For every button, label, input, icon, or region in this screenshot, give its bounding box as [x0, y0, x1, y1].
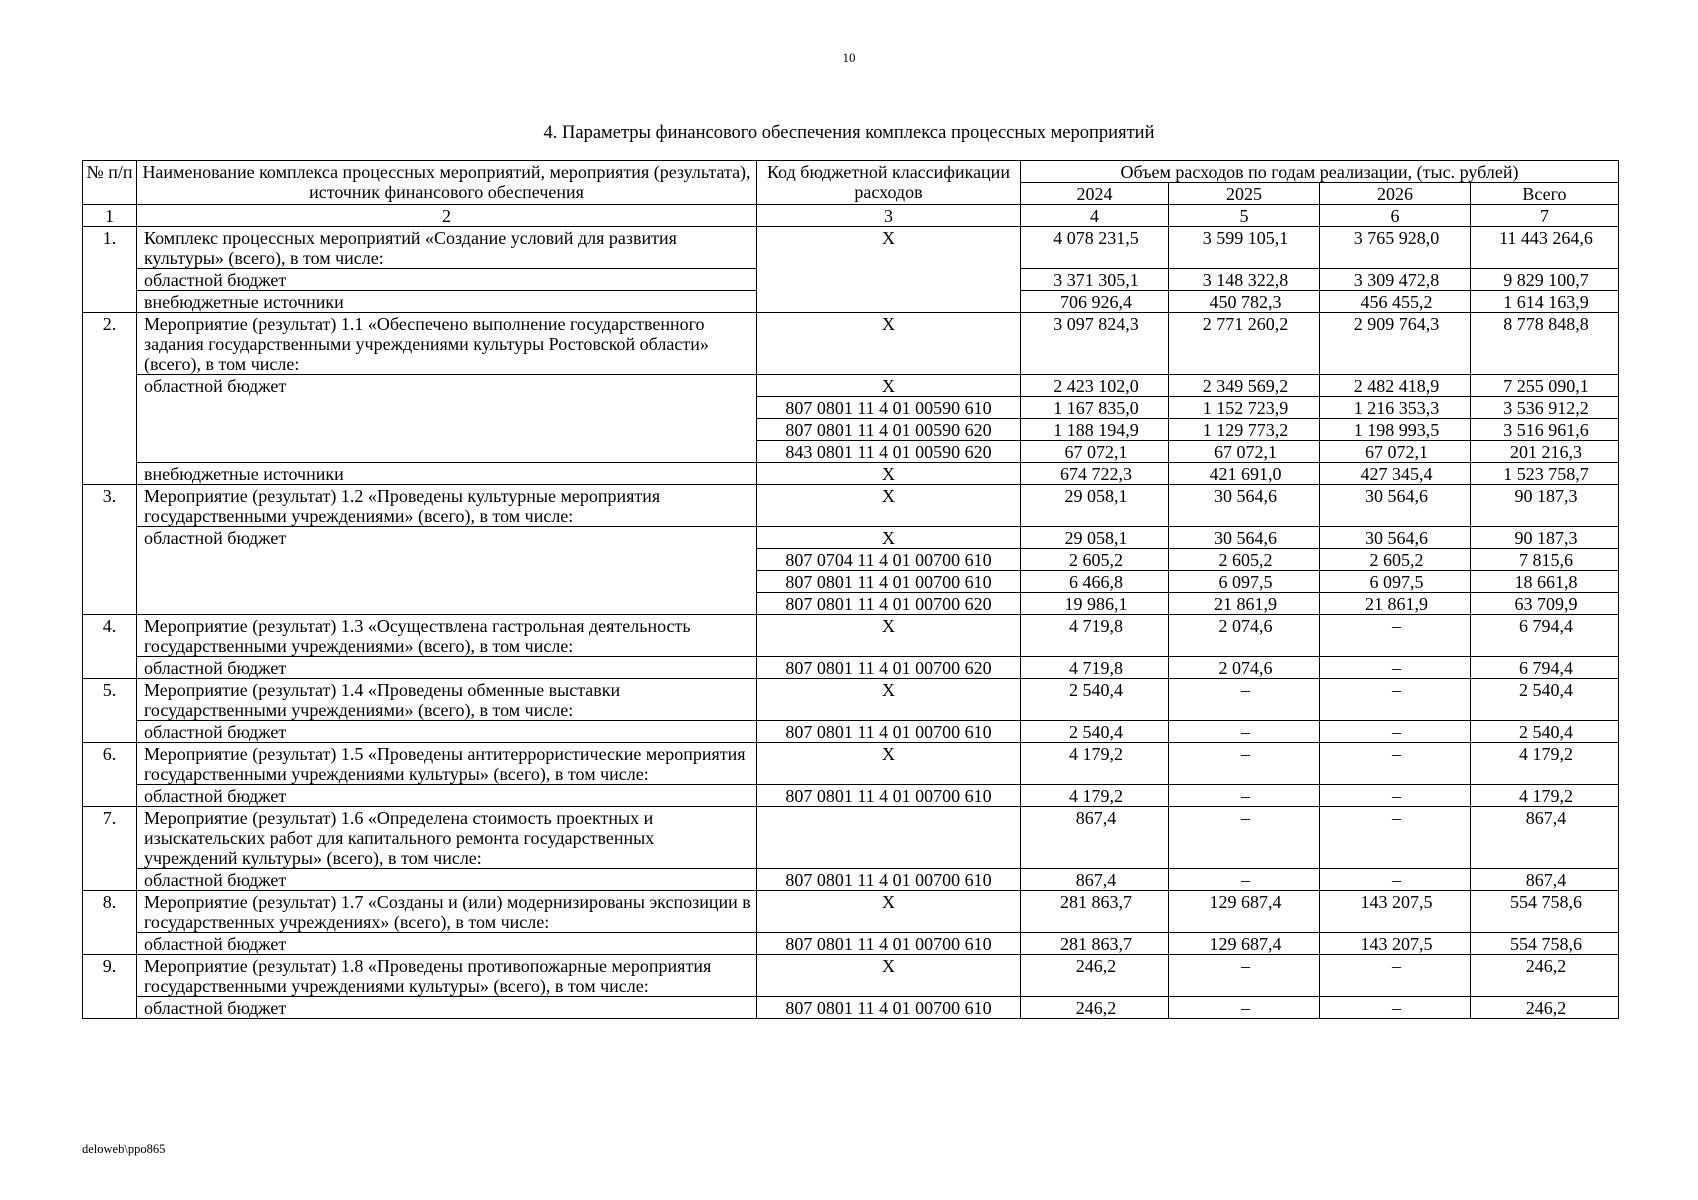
value-2026: 2 605,2 [1320, 549, 1471, 571]
table-row [83, 527, 1619, 549]
value-2026: – [1320, 679, 1471, 721]
row-number: 7. [83, 807, 137, 891]
value-2024: 6 466,8 [1021, 571, 1169, 593]
value-2024: 246,2 [1021, 955, 1169, 997]
budget-code: X [757, 375, 1021, 397]
value-2026: 67 072,1 [1320, 441, 1471, 463]
funding-source: областной бюджет [137, 527, 757, 615]
activity-name: Мероприятие (результат) 1.5 «Проведены антитеррористические мероприятия государственными учреждениями культуры» (всего), в том числе: [137, 743, 757, 785]
budget-code: X [757, 615, 1021, 657]
value-total: 9 829 100,7 [1471, 269, 1619, 291]
value-2024: 29 058,1 [1021, 527, 1169, 549]
value-2026: 2 482 418,9 [1320, 375, 1471, 397]
budget-code: X [757, 743, 1021, 785]
budget-code: 807 0801 11 4 01 00700 620 [757, 657, 1021, 679]
table-row [83, 375, 1619, 397]
activity-name: Мероприятие (результат) 1.1 «Обеспечено выполнение государственного задания государственными учреждениями культуры Ростовской области» (всего), в том числе: [137, 313, 757, 375]
column-number: 2 [137, 205, 757, 227]
row-number: 5. [83, 679, 137, 743]
table-row [83, 679, 1619, 721]
activity-name: Мероприятие (результат) 1.7 «Созданы и (или) модернизированы экспозиции в государственных учреждениях» (всего), в том числе: [137, 891, 757, 933]
value-total: 1 614 163,9 [1471, 291, 1619, 313]
budget-code: 807 0801 11 4 01 00700 610 [757, 721, 1021, 743]
value-2025: 2 074,6 [1169, 615, 1320, 657]
row-number: 3. [83, 485, 137, 615]
table-row [83, 485, 1619, 527]
value-2024: 867,4 [1021, 869, 1169, 891]
budget-code: 807 0801 11 4 01 00700 620 [757, 593, 1021, 615]
value-total: 7 815,6 [1471, 549, 1619, 571]
header-year: 2026 [1320, 183, 1471, 205]
activity-name: Мероприятие (результат) 1.2 «Проведены культурные мероприятия государственными учреждениями» (всего), в том числе: [137, 485, 757, 527]
table-row [83, 891, 1619, 933]
value-2026: 1 198 993,5 [1320, 419, 1471, 441]
budget-code: X [757, 891, 1021, 933]
column-number: 6 [1320, 205, 1471, 227]
value-2026: 143 207,5 [1320, 933, 1471, 955]
table-row [83, 313, 1619, 375]
value-2024: 281 863,7 [1021, 891, 1169, 933]
row-number: 8. [83, 891, 137, 955]
budget-code: X [757, 955, 1021, 997]
column-number: 4 [1021, 205, 1169, 227]
value-2024: 3 097 824,3 [1021, 313, 1169, 375]
value-total: 18 661,8 [1471, 571, 1619, 593]
budget-code: X [757, 227, 1021, 313]
value-2025: – [1169, 785, 1320, 807]
value-2025: – [1169, 955, 1320, 997]
table-row [83, 615, 1619, 657]
value-2026: 456 455,2 [1320, 291, 1471, 313]
value-2024: 867,4 [1021, 807, 1169, 869]
budget-code: X [757, 527, 1021, 549]
value-2026: – [1320, 807, 1471, 869]
value-2024: 4 179,2 [1021, 743, 1169, 785]
value-2026: 3 765 928,0 [1320, 227, 1471, 269]
value-2026: – [1320, 657, 1471, 679]
table-row [83, 997, 1619, 1019]
value-total: 3 536 912,2 [1471, 397, 1619, 419]
budget-code: 807 0801 11 4 01 00590 620 [757, 419, 1021, 441]
value-total: 90 187,3 [1471, 485, 1619, 527]
budget-code: X [757, 485, 1021, 527]
table-row [83, 807, 1619, 869]
value-2024: 246,2 [1021, 997, 1169, 1019]
row-number: 2. [83, 313, 137, 485]
header-name: Наименование комплекса процессных мероприятий, мероприятия (результата), источник финансового обеспечения [137, 161, 757, 205]
activity-name: Комплекс процессных мероприятий «Создание условий для развития культуры» (всего), в том числе: [137, 227, 757, 269]
value-2025: 30 564,6 [1169, 527, 1320, 549]
value-2026: 143 207,5 [1320, 891, 1471, 933]
value-2024: 1 188 194,9 [1021, 419, 1169, 441]
value-2025: 1 152 723,9 [1169, 397, 1320, 419]
value-2024: 281 863,7 [1021, 933, 1169, 955]
value-2024: 3 371 305,1 [1021, 269, 1169, 291]
row-number: 9. [83, 955, 137, 1019]
value-2026: – [1320, 721, 1471, 743]
value-2026: 21 861,9 [1320, 593, 1471, 615]
value-total: 90 187,3 [1471, 527, 1619, 549]
funding-source: областной бюджет [137, 375, 757, 463]
header-volume: Объем расходов по годам реализации, (тыс. рублей) [1021, 161, 1619, 183]
value-2024: 1 167 835,0 [1021, 397, 1169, 419]
budget-code [757, 807, 1021, 869]
value-2026: – [1320, 743, 1471, 785]
row-number: 6. [83, 743, 137, 807]
value-2025: 2 074,6 [1169, 657, 1320, 679]
value-total: 554 758,6 [1471, 891, 1619, 933]
table-row [83, 955, 1619, 997]
table-body [83, 161, 1619, 1019]
value-2025: 450 782,3 [1169, 291, 1320, 313]
value-2024: 2 540,4 [1021, 679, 1169, 721]
funding-source: областной бюджет [137, 721, 757, 743]
value-2025: 2 605,2 [1169, 549, 1320, 571]
value-2024: 4 719,8 [1021, 615, 1169, 657]
table-row [83, 743, 1619, 785]
value-total: 6 794,4 [1471, 657, 1619, 679]
value-2026: – [1320, 615, 1471, 657]
value-2025: 421 691,0 [1169, 463, 1320, 485]
value-total: 246,2 [1471, 997, 1619, 1019]
value-total: 201 216,3 [1471, 441, 1619, 463]
value-2025: 21 861,9 [1169, 593, 1320, 615]
header-code: Код бюджетной классификации расходов [757, 161, 1021, 205]
value-total: 554 758,6 [1471, 933, 1619, 955]
funding-source: областной бюджет [137, 869, 757, 891]
page-number: 10 [842, 50, 856, 65]
value-2024: 29 058,1 [1021, 485, 1169, 527]
value-2024: 2 423 102,0 [1021, 375, 1169, 397]
value-total: 6 794,4 [1471, 615, 1619, 657]
value-2025: 67 072,1 [1169, 441, 1320, 463]
value-2025: 6 097,5 [1169, 571, 1320, 593]
header-total: Всего [1471, 183, 1619, 205]
budget-code: 807 0801 11 4 01 00590 610 [757, 397, 1021, 419]
value-2025: 3 148 322,8 [1169, 269, 1320, 291]
value-total: 7 255 090,1 [1471, 375, 1619, 397]
value-total: 4 179,2 [1471, 785, 1619, 807]
value-2025: 30 564,6 [1169, 485, 1320, 527]
value-2025: – [1169, 679, 1320, 721]
column-numbers-row [83, 205, 1619, 227]
value-2025: 2 771 260,2 [1169, 313, 1320, 375]
footer-code: deloweb\ppo865 [82, 1142, 166, 1156]
table-row [83, 227, 1619, 269]
value-2024: 674 722,3 [1021, 463, 1169, 485]
column-number: 1 [83, 205, 137, 227]
value-2024: 19 986,1 [1021, 593, 1169, 615]
funding-source: областной бюджет [137, 785, 757, 807]
value-total: 246,2 [1471, 955, 1619, 997]
value-2025: – [1169, 869, 1320, 891]
value-2024: 4 179,2 [1021, 785, 1169, 807]
value-2025: – [1169, 721, 1320, 743]
header-year: 2025 [1169, 183, 1320, 205]
header-number: № п/п [83, 161, 137, 205]
column-number: 5 [1169, 205, 1320, 227]
budget-code: X [757, 463, 1021, 485]
value-2025: 129 687,4 [1169, 933, 1320, 955]
value-2026: 427 345,4 [1320, 463, 1471, 485]
budget-code: X [757, 679, 1021, 721]
financing-table [82, 160, 1619, 1019]
budget-code: 807 0704 11 4 01 00700 610 [757, 549, 1021, 571]
value-total: 11 443 264,6 [1471, 227, 1619, 269]
budget-code: 807 0801 11 4 01 00700 610 [757, 997, 1021, 1019]
budget-code: X [757, 313, 1021, 375]
row-number: 4. [83, 615, 137, 679]
value-2025: 2 349 569,2 [1169, 375, 1320, 397]
value-2026: 30 564,6 [1320, 485, 1471, 527]
value-total: 2 540,4 [1471, 721, 1619, 743]
value-2024: 2 605,2 [1021, 549, 1169, 571]
value-2026: 1 216 353,3 [1320, 397, 1471, 419]
value-2026: – [1320, 869, 1471, 891]
header-row [83, 161, 1619, 183]
value-total: 63 709,9 [1471, 593, 1619, 615]
value-2025: – [1169, 807, 1320, 869]
funding-source: областной бюджет [137, 657, 757, 679]
value-2024: 4 719,8 [1021, 657, 1169, 679]
header-year: 2024 [1021, 183, 1169, 205]
table-row [83, 463, 1619, 485]
value-2025: – [1169, 743, 1320, 785]
value-2024: 4 078 231,5 [1021, 227, 1169, 269]
value-2026: 30 564,6 [1320, 527, 1471, 549]
value-2026: 2 909 764,3 [1320, 313, 1471, 375]
value-2026: – [1320, 955, 1471, 997]
value-2025: 3 599 105,1 [1169, 227, 1320, 269]
value-total: 4 179,2 [1471, 743, 1619, 785]
funding-source: внебюджетные источники [137, 291, 757, 313]
activity-name: Мероприятие (результат) 1.6 «Определена стоимость проектных и изыскательских работ для капитального ремонта государственных учреждений культуры» (всего), в том числе: [137, 807, 757, 869]
value-2024: 706 926,4 [1021, 291, 1169, 313]
budget-code: 807 0801 11 4 01 00700 610 [757, 571, 1021, 593]
value-2025: 129 687,4 [1169, 891, 1320, 933]
value-2026: 6 097,5 [1320, 571, 1471, 593]
budget-code: 807 0801 11 4 01 00700 610 [757, 785, 1021, 807]
document-title: 4. Параметры финансового обеспечения комплекса процессных мероприятий [543, 123, 1155, 143]
value-total: 3 516 961,6 [1471, 419, 1619, 441]
activity-name: Мероприятие (результат) 1.3 «Осуществлена гастрольная деятельность государственными учреждениями» (всего), в том числе: [137, 615, 757, 657]
value-2025: – [1169, 997, 1320, 1019]
table-row [83, 785, 1619, 807]
budget-code: 807 0801 11 4 01 00700 610 [757, 933, 1021, 955]
funding-source: внебюджетные источники [137, 463, 757, 485]
column-number: 3 [757, 205, 1021, 227]
value-2026: – [1320, 785, 1471, 807]
value-total: 867,4 [1471, 807, 1619, 869]
value-total: 867,4 [1471, 869, 1619, 891]
funding-source: областной бюджет [137, 933, 757, 955]
value-2025: 1 129 773,2 [1169, 419, 1320, 441]
table-row [83, 657, 1619, 679]
funding-source: областной бюджет [137, 269, 757, 291]
value-2024: 2 540,4 [1021, 721, 1169, 743]
value-total: 8 778 848,8 [1471, 313, 1619, 375]
activity-name: Мероприятие (результат) 1.4 «Проведены обменные выставки государственными учреждениями» (всего), в том числе: [137, 679, 757, 721]
budget-code: 807 0801 11 4 01 00700 610 [757, 869, 1021, 891]
row-number: 1. [83, 227, 137, 313]
table-row [83, 721, 1619, 743]
table-row [83, 933, 1619, 955]
value-total: 2 540,4 [1471, 679, 1619, 721]
funding-source: областной бюджет [137, 997, 757, 1019]
column-number: 7 [1471, 205, 1619, 227]
budget-code: 843 0801 11 4 01 00590 620 [757, 441, 1021, 463]
value-total: 1 523 758,7 [1471, 463, 1619, 485]
activity-name: Мероприятие (результат) 1.8 «Проведены противопожарные мероприятия государственными учреждениями культуры» (всего), в том числе: [137, 955, 757, 997]
value-2026: – [1320, 997, 1471, 1019]
table-row [83, 869, 1619, 891]
value-2026: 3 309 472,8 [1320, 269, 1471, 291]
value-2024: 67 072,1 [1021, 441, 1169, 463]
